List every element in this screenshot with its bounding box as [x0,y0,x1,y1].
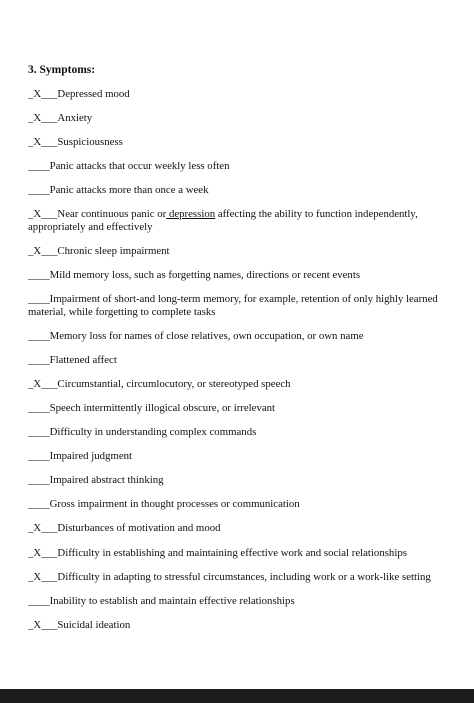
symptom-mark: _X___ [28,619,58,631]
symptom-text: Panic attacks that occur weekly less often [49,160,230,172]
symptom-mark: ____ [28,354,50,366]
symptom-mark: ____ [28,160,50,172]
symptom-item [28,330,448,343]
symptom-item [28,547,448,560]
symptom-mark: _X___ [28,522,58,534]
symptom-item [28,112,448,125]
symptom-text: Mild memory loss, such as forgetting names, directions or recent events [49,269,361,281]
symptom-text: Impairment of short-and long-term memory, for example, retention of only highly learned material, while forgetting to complete tasks [28,293,438,318]
symptom-text: Depressed mood [57,88,130,100]
symptom-mark: _X___ [28,208,58,220]
symptom-text: Chronic sleep impairment [57,245,170,257]
symptom-item [28,88,448,101]
symptom-text: Gross impairment in thought processes or communication [49,498,300,510]
symptom-text: Difficulty in understanding complex commands [49,426,257,438]
symptom-mark: ____ [28,450,50,462]
symptom-mark: _X___ [28,378,58,390]
symptom-text: Inability to establish and maintain effective relationships [49,595,295,607]
symptom-mark: _X___ [28,571,58,583]
symptom-item [28,245,448,258]
symptom-mark: ____ [28,330,50,342]
symptom-text: Anxiety [57,112,93,124]
symptom-mark: ____ [28,498,50,510]
symptom-item [28,184,448,197]
symptom-text: Difficulty in adapting to stressful circumstances, including work or a work-like setting [57,571,431,583]
symptom-mark: ____ [28,269,50,281]
symptom-text: Impaired judgment [49,450,133,462]
symptom-mark: _X___ [28,547,58,559]
symptom-item [28,571,448,584]
symptom-item [28,595,448,608]
symptom-mark: ____ [28,184,50,196]
symptom-item [28,354,448,367]
symptom-item [28,293,448,318]
symptom-item [28,474,448,487]
symptom-mark: ____ [28,293,50,305]
symptom-text: Impaired abstract thinking [49,474,164,486]
symptom-text: Near continuous panic or [57,208,167,220]
symptom-item [28,402,448,415]
symptom-mark: _X___ [28,245,58,257]
symptom-item [28,450,448,463]
symptom-item [28,160,448,173]
symptom-mark: _X___ [28,88,58,100]
symptom-mark: ____ [28,474,50,486]
bottom-bar [0,689,474,703]
symptom-text: Disturbances of motivation and mood [57,522,221,534]
symptom-text: Memory loss for names of close relatives, own occupation, or own name [49,330,364,342]
symptom-mark: _X___ [28,112,58,124]
symptom-mark: ____ [28,402,50,414]
symptom-item [28,619,448,632]
symptom-text: Circumstantial, circumlocutory, or stereotyped speech [57,378,291,390]
symptom-item [28,269,448,282]
symptom-text: Suicidal ideation [57,619,131,631]
symptom-text: Speech intermittently illogical obscure, or irrelevant [49,402,276,414]
symptom-mark: ____ [28,595,50,607]
symptom-item [28,426,448,439]
symptom-text-continued: affecting the ability to function independently, appropriately and effectively [28,208,418,233]
symptom-mark: ____ [28,426,50,438]
symptom-text: Panic attacks more than once a week [49,184,209,196]
symptom-text: Flattened affect [49,354,117,366]
depression-link[interactable]: depression [166,208,216,220]
symptom-item [28,522,448,535]
section-title: 3. Symptoms: [28,64,96,76]
symptom-mark: _X___ [28,136,58,148]
symptom-text: Difficulty in establishing and maintaining effective work and social relationships [57,547,407,559]
symptom-item [28,498,448,511]
symptom-text: Suspiciousness [57,136,123,148]
symptom-item [28,208,448,233]
symptom-item [28,136,448,149]
symptom-item [28,378,448,391]
